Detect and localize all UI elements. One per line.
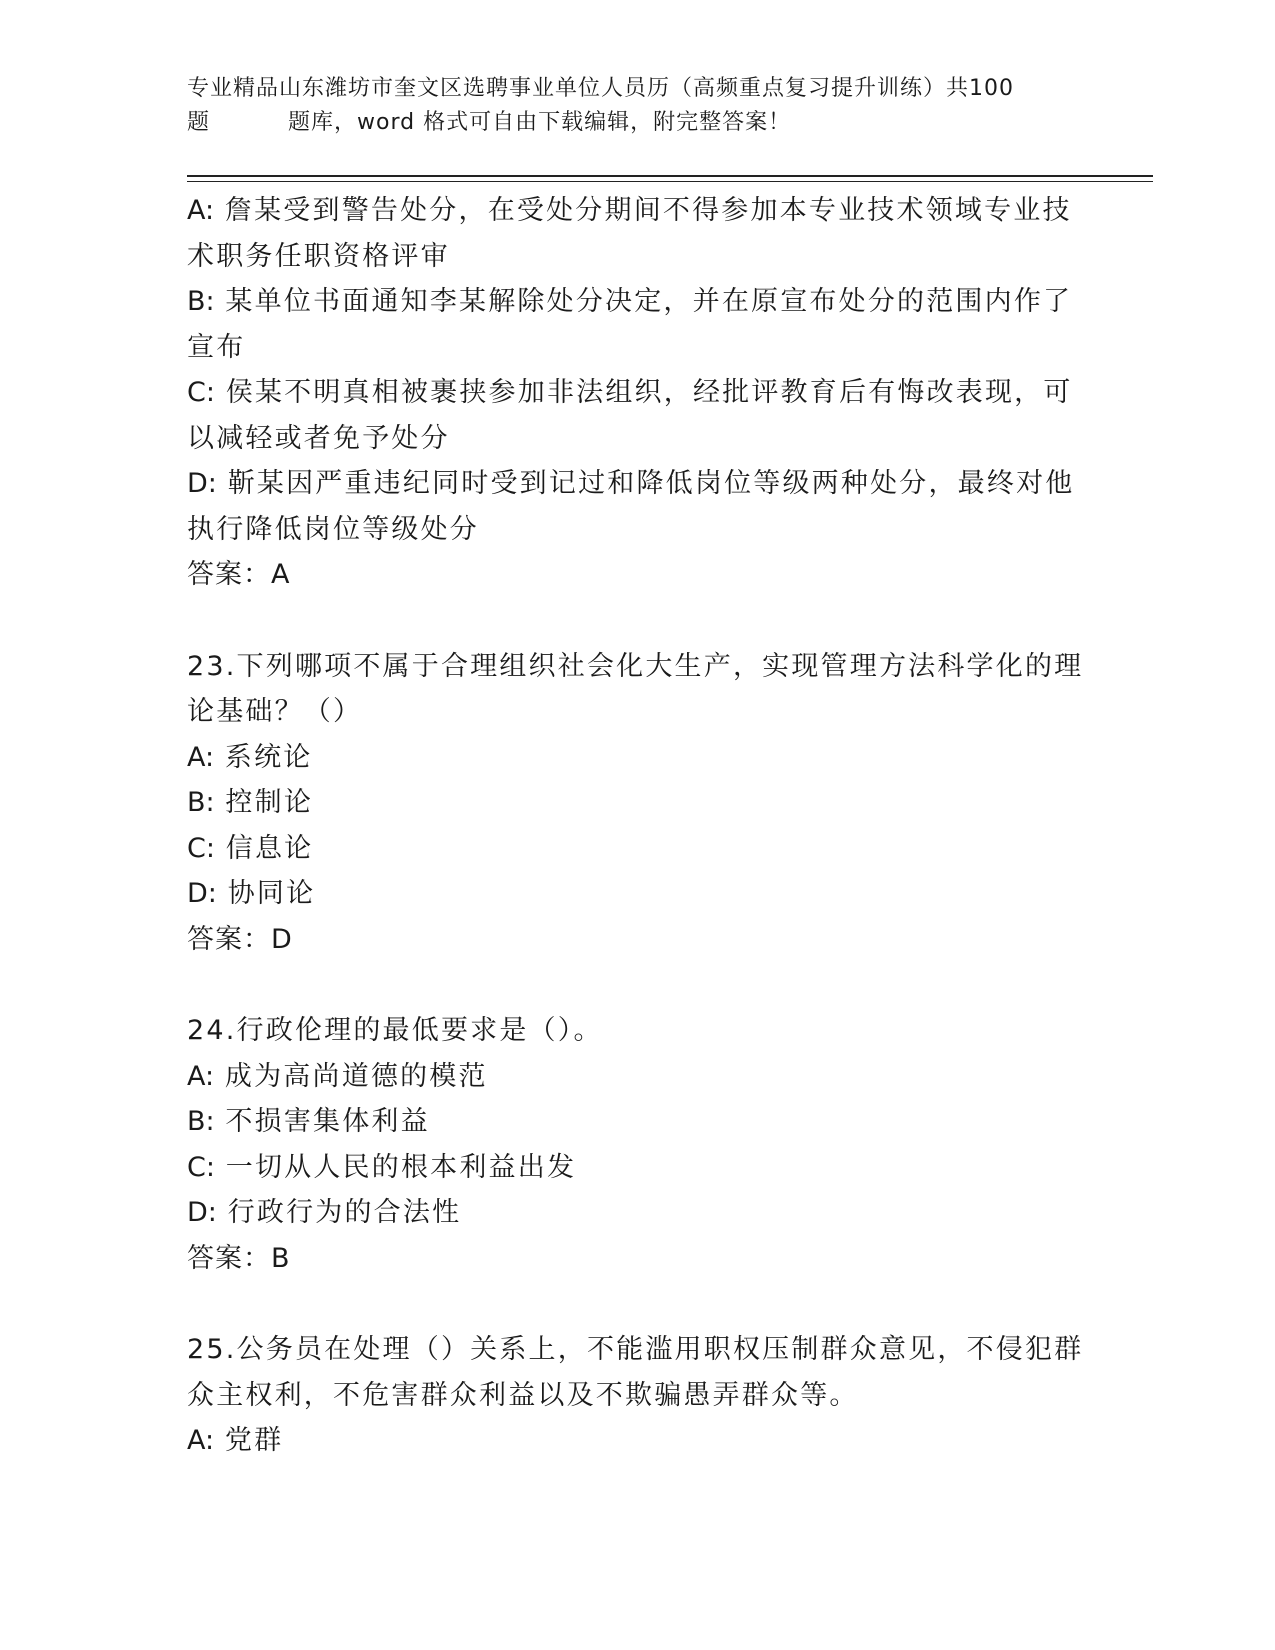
spacer	[187, 962, 1087, 1008]
option-label: B:	[187, 286, 215, 317]
option-text: 侯某不明真相被裹挟参加非法组织，经批评教育后有悔改表现，可以减轻或者免予处分	[187, 377, 1073, 454]
option-label: A:	[187, 741, 215, 773]
option-c	[187, 1145, 1087, 1191]
option-text: 靳某因严重违纪同时受到记过和降低岗位等级两种处分，最终对他执行降低岗位等级处分	[187, 468, 1075, 545]
option-text: 控制论	[225, 787, 314, 818]
document-header	[187, 72, 1087, 140]
option-label: A:	[187, 1425, 215, 1456]
option-d	[187, 461, 1087, 552]
option-label: D:	[187, 878, 217, 909]
option-text: 党群	[224, 1425, 284, 1456]
option-label: C:	[187, 377, 215, 408]
option-d	[187, 871, 1087, 917]
option-b	[187, 279, 1087, 370]
option-text: 行政行为的合法性	[227, 1197, 462, 1228]
header-divider-thin	[187, 181, 1153, 182]
spacer	[187, 1281, 1087, 1327]
option-text: 信息论	[225, 832, 314, 864]
option-a	[187, 1054, 1087, 1100]
option-label: D:	[187, 468, 217, 499]
header-divider-thick	[187, 175, 1153, 177]
option-label: D:	[187, 1197, 217, 1228]
question-stem: 25.公务员在处理（）关系上，不能滥用职权压制群众意见，不侵犯群众主权利，不危害群众利益以及不欺骗愚弄群众等。	[187, 1334, 1084, 1411]
option-label: A:	[187, 195, 215, 226]
option-label: C:	[187, 832, 215, 864]
option-a	[187, 188, 1087, 279]
option-c	[187, 370, 1087, 461]
option-label: B:	[187, 1106, 215, 1137]
option-text: 詹某受到警告处分，在受处分期间不得参加本专业技术领域专业技术职务任职资格评审	[187, 195, 1072, 272]
header-line-2-head: 题	[187, 110, 211, 135]
spacer	[187, 598, 1087, 644]
option-d	[187, 1190, 1087, 1236]
header-line-2	[187, 106, 1087, 140]
header-line-2-tail: 题库，word 格式可自由下载编辑，附完整答案！	[288, 110, 792, 135]
question-stem: 23.下列哪项不属于合理组织社会化大生产，实现管理方法科学化的理论基础？（）	[187, 650, 1084, 727]
answer-text: 答案：B	[187, 1242, 291, 1274]
header-line-1: 专业精品山东潍坊市奎文区选聘事业单位人员历（高频重点复习提升训练）共100	[187, 76, 1014, 101]
option-label: A:	[187, 1060, 215, 1092]
option-text: 不损害集体利益	[225, 1106, 430, 1137]
option-text: 成为高尚道德的模范	[224, 1060, 488, 1092]
question-content	[187, 188, 1087, 1464]
option-label: C:	[187, 1151, 215, 1183]
option-text: 系统论	[224, 741, 313, 773]
option-a	[187, 735, 1087, 781]
option-label: B:	[187, 787, 215, 818]
option-b	[187, 1099, 1087, 1145]
question-stem: 24.行政伦理的最低要求是（）。	[187, 1015, 603, 1046]
option-c	[187, 826, 1087, 872]
option-text: 一切从人民的根本利益出发	[225, 1151, 577, 1183]
answer-text: 答案：A	[187, 559, 291, 590]
option-text: 协同论	[227, 878, 316, 909]
option-b	[187, 780, 1087, 826]
option-a	[187, 1418, 1087, 1464]
answer-text: 答案：D	[187, 923, 293, 955]
option-text: 某单位书面通知李某解除处分决定，并在原宣布处分的范围内作了宣布	[187, 286, 1073, 363]
